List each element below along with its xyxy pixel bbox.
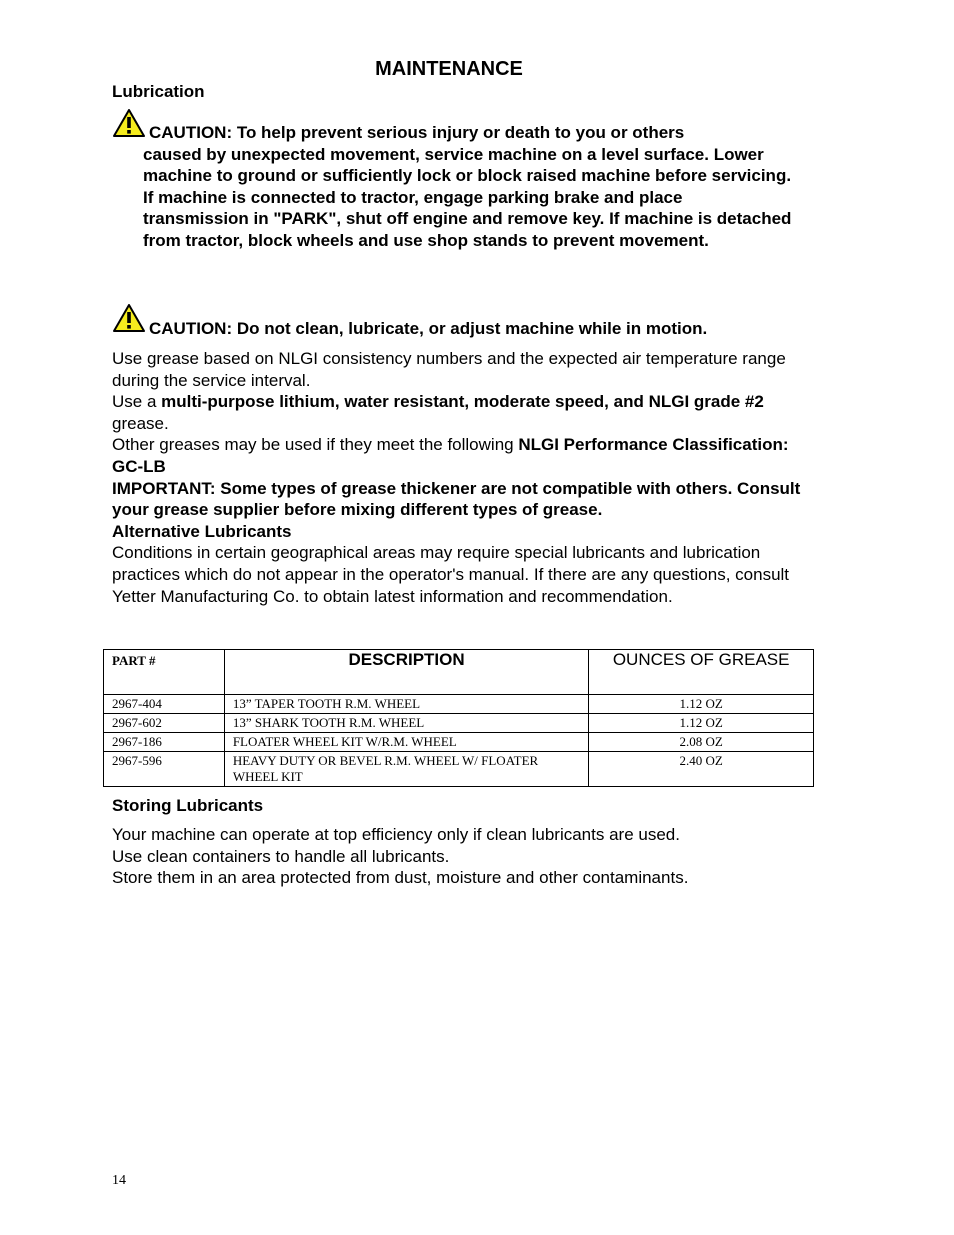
grease-spec: multi-purpose lithium, water resistant, moderate speed, and NLGI grade #2: [161, 392, 764, 412]
nlgi-classification: NLGI Performance Classification: GC-LB: [112, 435, 789, 476]
grease-paragraph-3: [112, 434, 802, 477]
storing-line: Store them in an area protected from dust, moisture and other contaminants.: [112, 868, 689, 888]
warning-triangle-icon: [112, 108, 146, 138]
caution-block-2: [112, 303, 792, 340]
description: 13” TAPER TOOTH R.M. WHEEL: [224, 695, 588, 714]
caution-1-text: caused by unexpected movement, service machine on a level surface. Lower machine to ground or sufficiently lock or block raised machine before servicing. If machine is connected to tractor, engage parking brake and place transmission in "PARK", shut off engine and remove key. If machine is detached from tractor, block wheels and use shop stands to prevent movement.: [143, 144, 792, 250]
storing-line: Your machine can operate at top efficiency only if clean lubricants are used.: [112, 825, 680, 844]
alternative-lubricants-heading: Alternative Lubricants: [112, 521, 292, 541]
description: HEAVY DUTY OR BEVEL R.M. WHEEL W/ FLOATER WHEEL KIT: [224, 752, 588, 787]
part-number: 2967-186: [104, 733, 225, 752]
storing-section: [112, 824, 802, 889]
ounces: 1.12 OZ: [589, 695, 814, 714]
lubrication-heading: Lubrication: [112, 82, 205, 101]
caution-1-first-line: CAUTION: To help prevent serious injury or death to you or others: [149, 123, 685, 142]
grease-paragraph-1: Use grease based on NLGI consistency numbers and the expected air temperature range during the service interval.: [112, 349, 786, 390]
caution-block-1: [112, 108, 792, 252]
page-title: MAINTENANCE: [375, 58, 523, 80]
grease-section: [112, 348, 802, 607]
storing-line: Use clean containers to handle all lubricants.: [112, 846, 450, 866]
ounces: 2.08 OZ: [589, 733, 814, 752]
table-row: [104, 695, 814, 714]
description: FLOATER WHEEL KIT W/R.M. WHEEL: [224, 733, 588, 752]
warning-triangle-icon: [112, 303, 146, 333]
part-number: 2967-602: [104, 714, 225, 733]
header-description: DESCRIPTION: [224, 650, 588, 695]
table-row: [104, 714, 814, 733]
part-number: 2967-596: [104, 752, 225, 787]
alternative-lubricants-text: Conditions in certain geographical areas may require special lubricants and lubrication practices which do not appear in the operator's manual. If there are any questions, consult Yetter Manufacturing Co. to obtain latest information and recommendation.: [112, 543, 790, 606]
grease-paragraph-2: [112, 391, 802, 434]
important-note: IMPORTANT: Some types of grease thickener are not compatible with others. Consult your grease supplier before mixing different types of grease.: [112, 478, 801, 520]
table-row: [104, 752, 814, 787]
table-row: [104, 733, 814, 752]
grease-p2-prefix: Use a: [112, 392, 162, 412]
page-number: 14: [112, 1173, 126, 1188]
description: 13” SHARK TOOTH R.M. WHEEL: [224, 714, 588, 733]
storing-lubricants-heading: Storing Lubricants: [112, 796, 264, 815]
table-header-row: [104, 650, 814, 695]
ounces: 2.40 OZ: [589, 752, 814, 787]
grease-table: [103, 649, 814, 787]
caution-2-text: CAUTION: Do not clean, lubricate, or adjust machine while in motion.: [149, 319, 708, 338]
grease-p2-suffix: grease.: [112, 413, 169, 433]
header-ounces: OUNCES OF GREASE: [589, 650, 814, 695]
grease-p3-prefix: Other greases may be used if they meet the following: [112, 435, 519, 455]
ounces: 1.12 OZ: [589, 714, 814, 733]
header-part-number: PART #: [104, 650, 225, 695]
part-number: 2967-404: [104, 695, 225, 714]
